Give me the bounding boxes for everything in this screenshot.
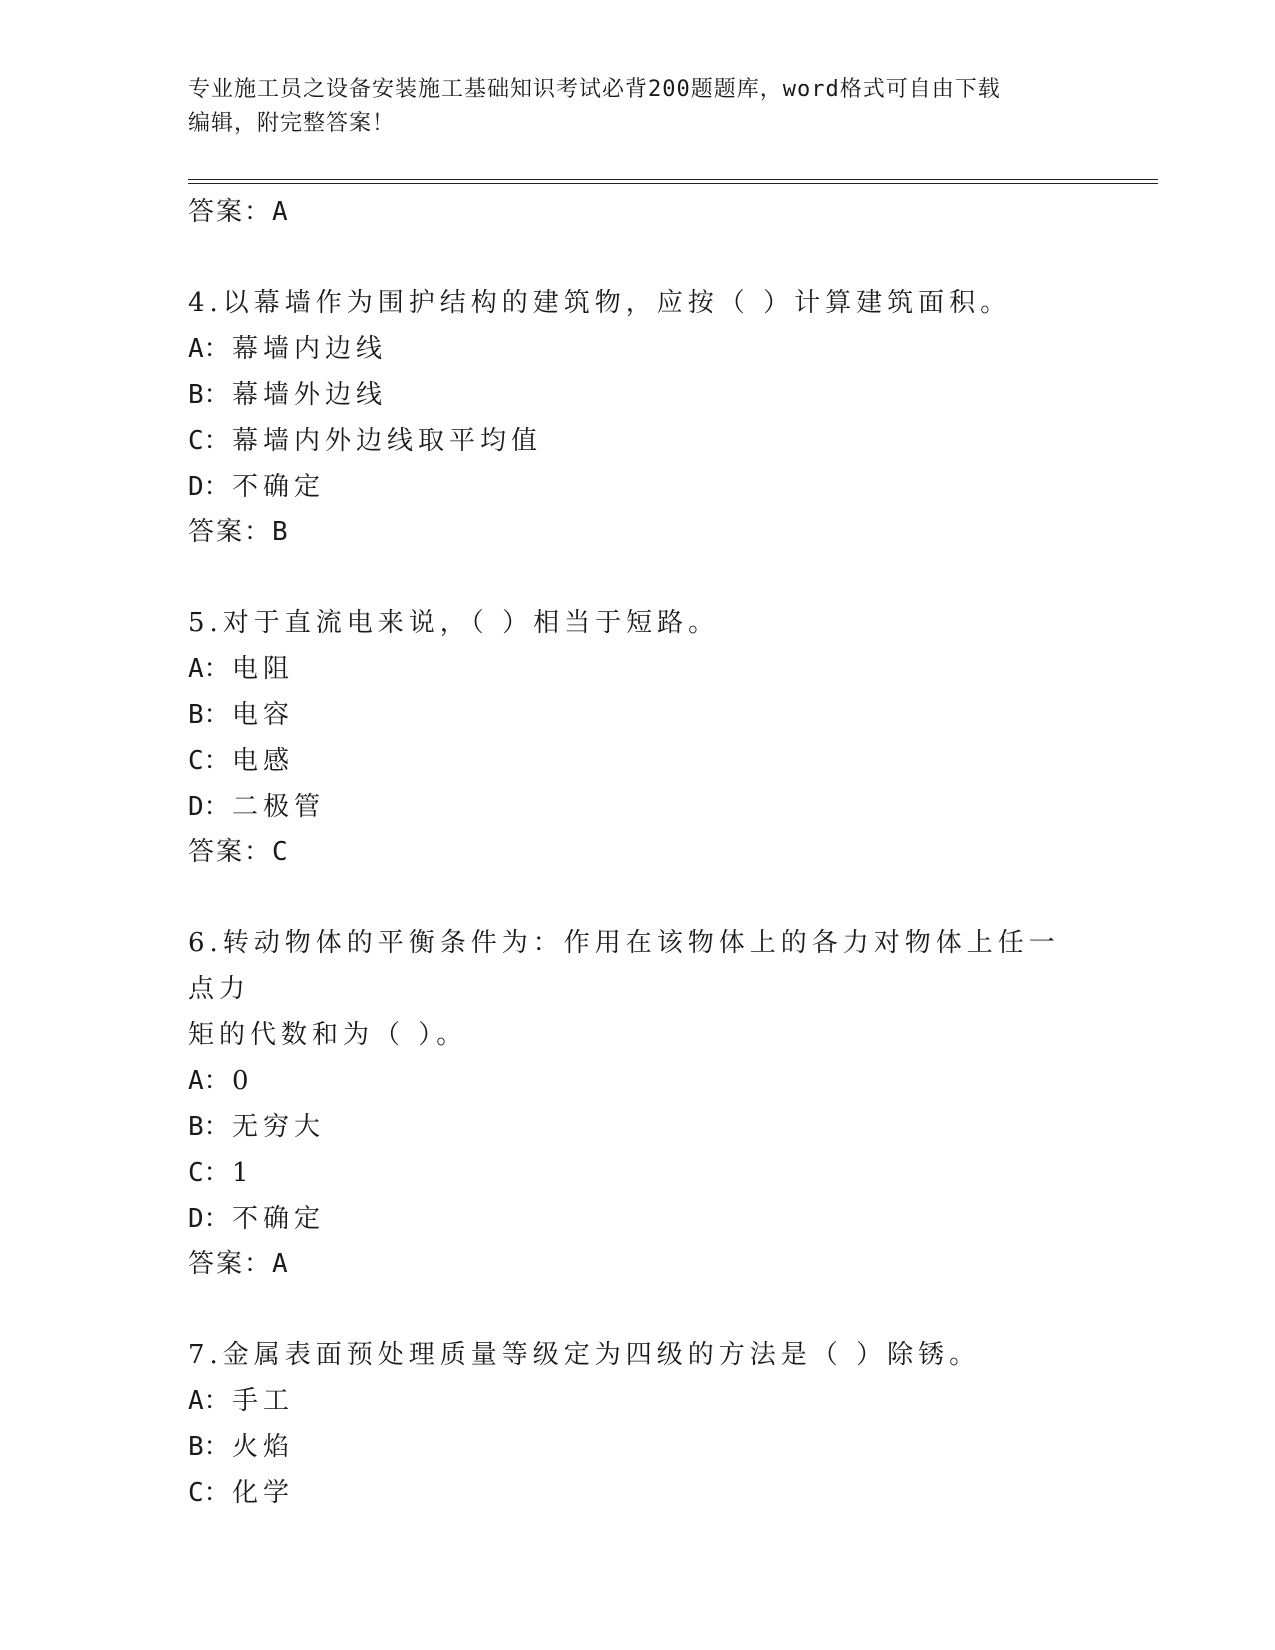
option-a [188,646,1088,692]
answer-label: 答案： [188,837,273,867]
option-letter: A： [188,1066,230,1096]
header-line-1: 专业施工员之设备安装施工基础知识考试必背200题题库，word格式可自由下载 [188,77,1001,102]
option-letter: A： [188,334,230,364]
option-text: 电容 [232,700,295,730]
option-b [188,692,1088,738]
question-list [188,190,1088,1516]
option-letter: B： [188,700,230,730]
option-d [188,1196,1088,1242]
option-a [188,326,1088,372]
option-letter: C： [188,1478,230,1508]
option-text: 0 [232,1066,254,1096]
answer-line [188,830,1088,874]
answer-value: A [272,1249,290,1279]
option-c [188,1470,1088,1516]
answer-line [188,510,1088,554]
option-text: 火焰 [232,1432,295,1462]
option-b [188,1104,1088,1150]
option-text: 电感 [232,746,295,776]
option-text: 幕墙外边线 [232,380,388,410]
option-d [188,784,1088,830]
option-letter: D： [188,472,230,502]
answer-line [188,1242,1088,1286]
answer-value: A [272,197,290,227]
option-a [188,1378,1088,1424]
option-b [188,372,1088,418]
question-6 [188,920,1088,1286]
option-letter: D： [188,1204,230,1234]
option-text: 不确定 [232,472,326,502]
answer-label: 答案： [188,517,273,547]
option-b [188,1424,1088,1470]
question-stem-line-1: 6.转动物体的平衡条件为：作用在该物体上的各力对物体上任一点力 [188,928,1060,1004]
question-7 [188,1332,1088,1516]
header-divider-bottom [188,183,1158,184]
answer-label: 答案： [188,1249,273,1279]
option-letter: B： [188,1432,230,1462]
answer-value: C [272,837,290,867]
document-header [188,73,1068,141]
question-4 [188,280,1088,554]
option-text: 不确定 [232,1204,326,1234]
question-stem: 7.金属表面预处理质量等级定为四级的方法是（ ）除锈。 [188,1340,981,1370]
question-stem: 4.以幕墙作为围护结构的建筑物，应按（ ）计算建筑面积。 [188,288,1012,318]
option-text: 幕墙内边线 [232,334,388,364]
option-letter: C： [188,426,230,456]
question-stem: 5.对于直流电来说，（ ）相当于短路。 [188,608,720,638]
option-text: 二极管 [232,792,326,822]
option-text: 幕墙内外边线取平均值 [232,426,543,456]
option-letter: A： [188,654,230,684]
option-letter: D： [188,792,230,822]
answer-line-q3 [188,190,1088,234]
header-divider-top [188,179,1158,180]
answer-label: 答案： [188,197,273,227]
option-c [188,418,1088,464]
option-c [188,1150,1088,1196]
option-letter: C： [188,746,230,776]
option-c [188,738,1088,784]
header-line-2: 编辑，附完整答案！ [188,111,396,136]
option-a [188,1058,1088,1104]
option-text: 无穷大 [232,1112,326,1142]
question-stem-line-2: 矩的代数和为（ ）。 [188,1020,468,1050]
option-d [188,464,1088,510]
option-text: 化学 [232,1478,295,1508]
option-letter: C： [188,1158,230,1188]
answer-value: B [272,517,290,547]
option-letter: B： [188,380,230,410]
option-text: 1 [232,1158,254,1188]
option-text: 电阻 [232,654,295,684]
option-letter: B： [188,1112,230,1142]
option-letter: A： [188,1386,230,1416]
question-5 [188,600,1088,874]
option-text: 手工 [232,1386,295,1416]
